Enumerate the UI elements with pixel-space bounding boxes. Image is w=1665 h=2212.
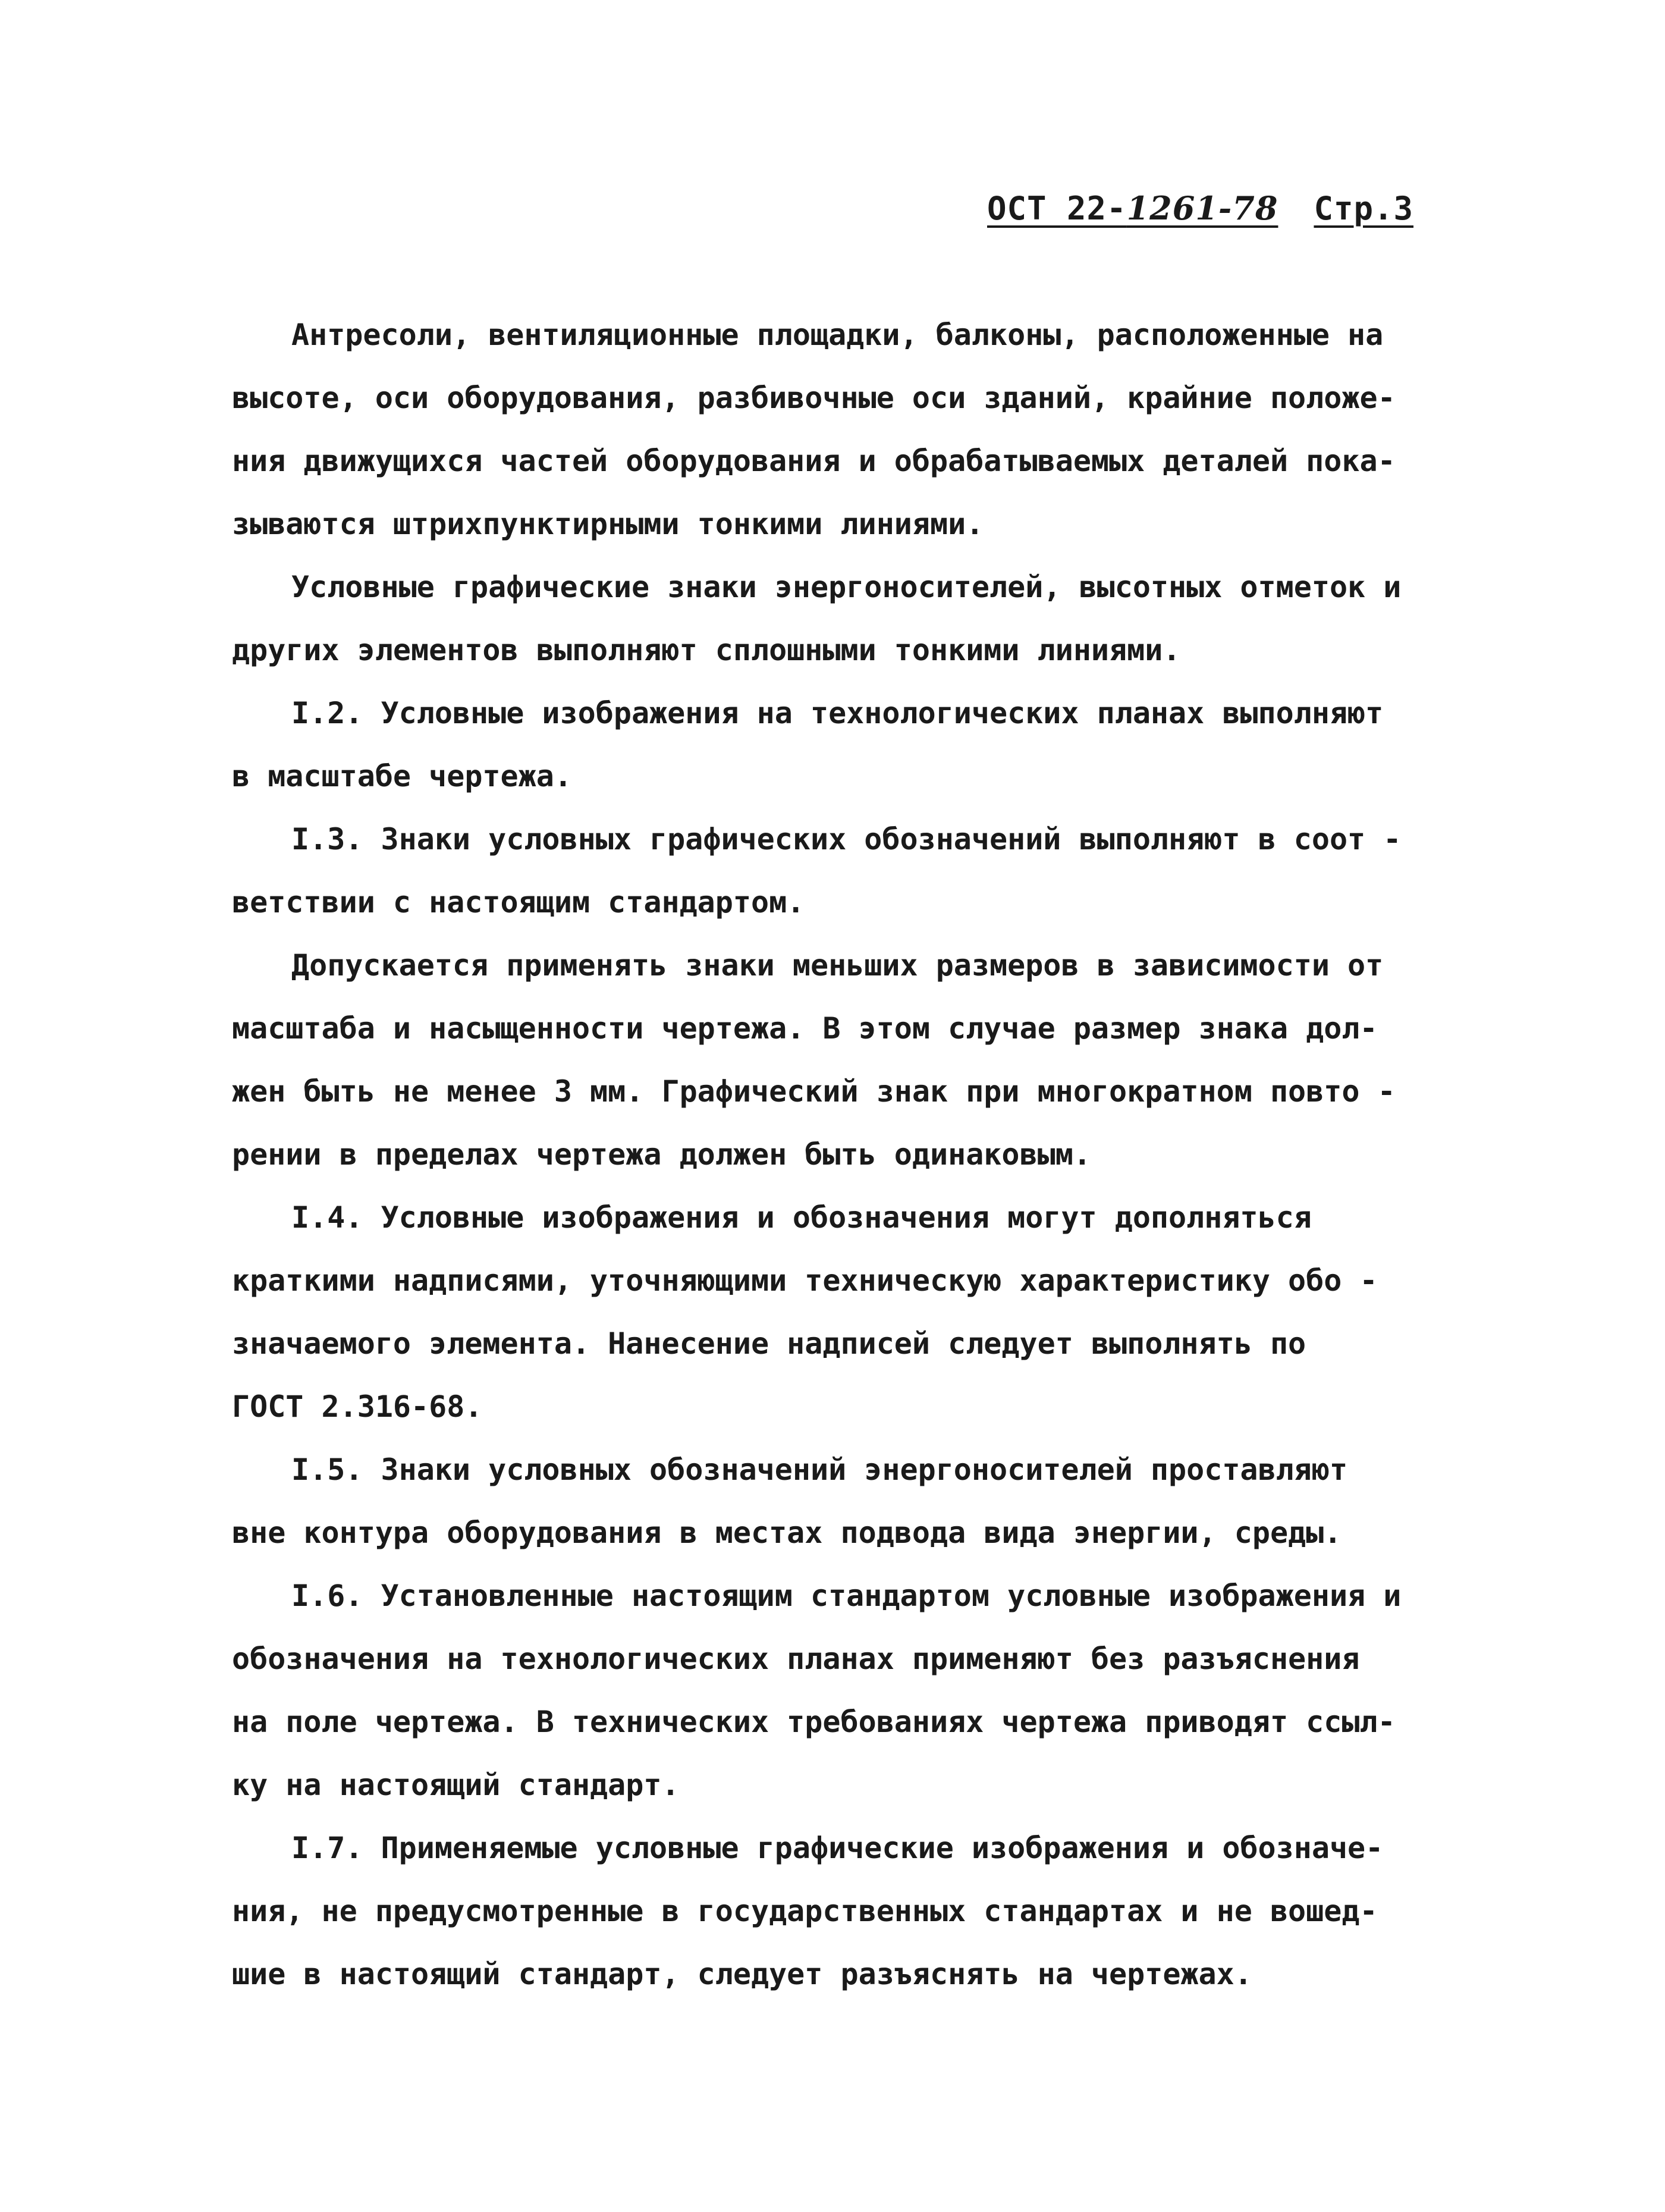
text-line: обозначения на технологических планах применяют без разъяснения: [232, 1642, 1360, 1676]
text-line: I.2. Условные изображения на технологических планах выполняют: [291, 696, 1384, 730]
text-line: ния, не предусмотренные в государственных стандартах и не вошед-: [232, 1894, 1378, 1928]
text-line: других элементов выполняют сплошными тонкими линиями.: [232, 633, 1181, 667]
page-header: [987, 189, 1413, 227]
text-line: зываются штрихпунктирными тонкими линиями.: [232, 507, 984, 541]
text-line: I.7. Применяемые условные графические изображения и обозначе-: [291, 1831, 1384, 1865]
text-line: на поле чертежа. В технических требованиях чертежа приводят ссыл-: [232, 1705, 1396, 1739]
text-line: ГОСТ 2.316-68.: [232, 1389, 483, 1424]
document-number: 1261-78: [1126, 189, 1278, 227]
text-line: I.3. Знаки условных графических обозначений выполняют в соот -: [291, 822, 1402, 856]
text-line: вне контура оборудования в местах подвода вида энергии, среды.: [232, 1516, 1342, 1550]
text-line: шие в настоящий стандарт, следует разъяснять на чертежах.: [232, 1957, 1252, 1991]
text-line: I.6. Установленные настоящим стандартом условные изображения и: [291, 1579, 1402, 1613]
text-line: краткими надписями, уточняющими техническую характеристику обо -: [232, 1263, 1378, 1298]
text-line: Условные графические знаки энергоносителей, высотных отметок и: [291, 570, 1402, 604]
text-line: в масштабе чертежа.: [232, 759, 572, 793]
text-line: масштаба и насыщенности чертежа. В этом случае размер знака дол-: [232, 1011, 1378, 1046]
text-line: ния движущихся частей оборудования и обрабатываемых деталей пока-: [232, 444, 1396, 478]
text-line: Допускается применять знаки меньших размеров в зависимости от: [291, 948, 1384, 983]
text-line: I.4. Условные изображения и обозначения могут дополняться: [291, 1200, 1312, 1235]
text-line: рении в пределах чертежа должен быть одинаковым.: [232, 1137, 1091, 1172]
text-line: жен быть не менее 3 мм. Графический знак при многократном повто -: [232, 1074, 1396, 1109]
document-code: ОСТ 22-1261-78: [987, 189, 1278, 227]
text-line: ветствии с настоящим стандартом.: [232, 885, 805, 920]
page-number: Стр.3: [1314, 190, 1413, 227]
text-line: высоте, оси оборудования, разбивочные оси зданий, крайние положе-: [232, 381, 1396, 415]
text-line: значаемого элемента. Нанесение надписей следует выполнять по: [232, 1326, 1306, 1361]
text-line: ку на настоящий стандарт.: [232, 1768, 680, 1802]
document-body: [232, 303, 1415, 2006]
text-line: I.5. Знаки условных обозначений энергоносителей проставляют: [291, 1452, 1348, 1487]
text-line: Антресоли, вентиляционные площадки, балконы, расположенные на: [291, 318, 1384, 352]
